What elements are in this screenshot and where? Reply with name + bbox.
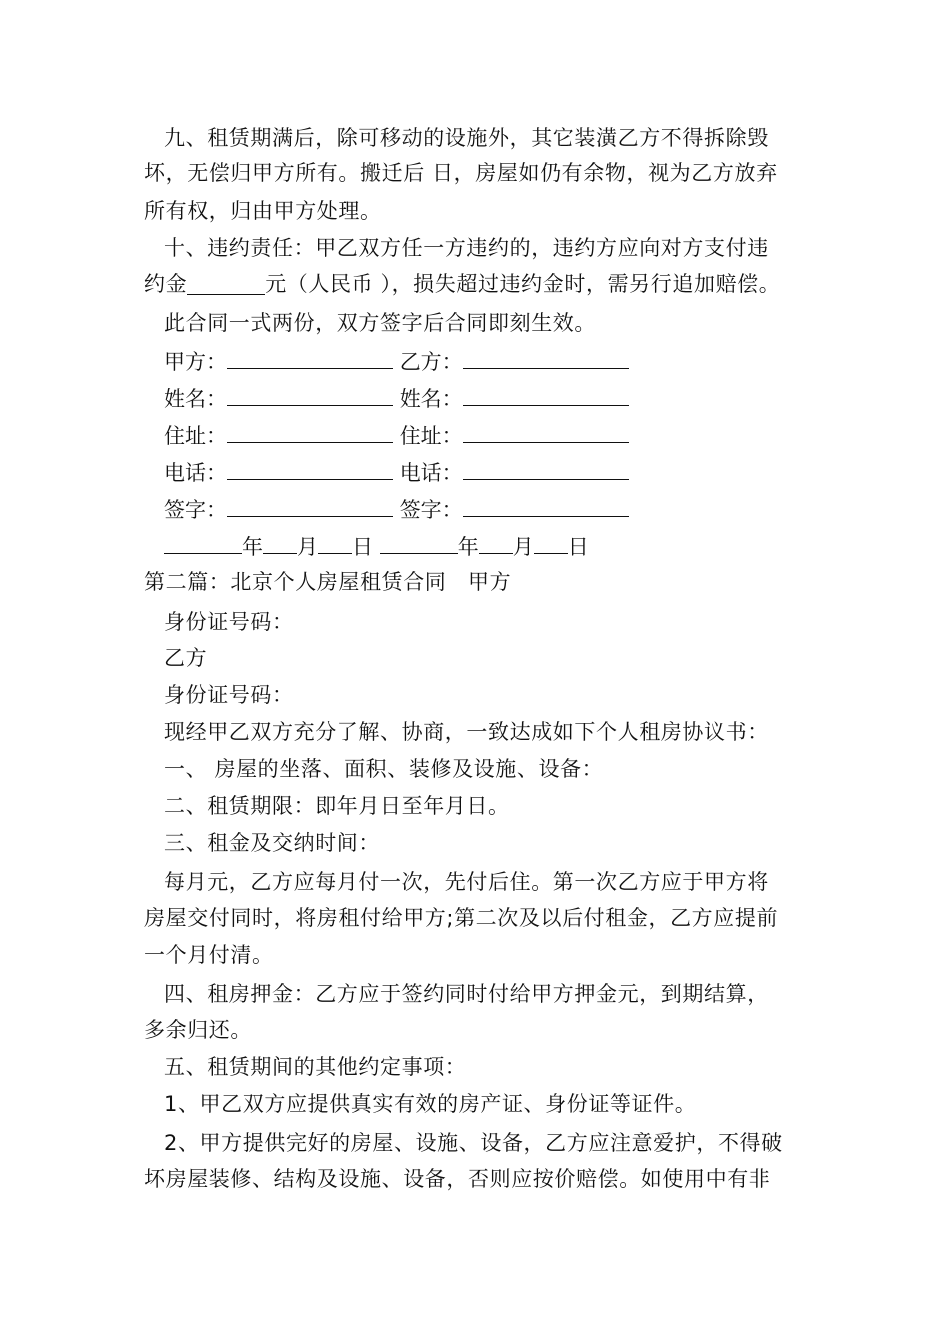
field-blank-right [463, 379, 629, 406]
clause-10-line-2 [144, 266, 780, 302]
year-label-a: 年 [242, 535, 263, 559]
clause-9-line-1: 九、租赁期满后，除可移动的设施外，其它装潢乙方不得拆除毁 [164, 126, 769, 150]
field-label-left: 姓名： [164, 387, 227, 411]
penalty-amount-blank [187, 268, 265, 295]
penalty-label: 约金 [144, 272, 188, 296]
id-number-a: 身份证号码： [164, 610, 294, 634]
section-3: 三、租金及交纳时间： [164, 831, 380, 855]
field-label-right: 电话： [399, 461, 463, 485]
month-label-b: 月 [512, 535, 534, 559]
day-blank-a [318, 527, 352, 554]
signature-row-address [164, 416, 629, 454]
intro-paragraph: 现经甲乙双方充分了解、协商，一致达成如下个人租房协议书： [164, 720, 769, 744]
signature-row-sign [164, 490, 629, 528]
field-label-left: 甲方： [164, 350, 227, 374]
item-2-line-1: 2、甲方提供完好的房屋、设施、设备，乙方应注意爱护，不得破 [164, 1131, 783, 1155]
day-blank-b [534, 527, 568, 554]
penalty-text: 元（人民币 ），损失超过违约金时，需另行追加赔偿。 [265, 272, 781, 296]
field-label-right: 签字： [399, 498, 463, 522]
clause-9-line-2: 坏，无偿归甲方所有。搬迁后 日，房屋如仍有余物，视为乙方放弃 [144, 161, 778, 185]
rent-line-1: 每月元，乙方应每月付一次，先付后住。第一次乙方应于甲方将 [164, 870, 769, 894]
year-blank-b [380, 527, 458, 554]
field-blank-right [463, 453, 629, 480]
party-b-label: 乙方 [164, 646, 208, 670]
day-label-a: 日 [352, 535, 373, 559]
day-label-b: 日 [567, 535, 589, 559]
item-1: 1、甲乙双方应提供真实有效的房产证、身份证等证件。 [164, 1092, 697, 1116]
field-label-right: 姓名： [399, 387, 463, 411]
clause-9-line-3: 所有权，归由甲方处理。 [144, 199, 382, 223]
rent-line-3: 一个月付清。 [144, 943, 274, 967]
field-blank-right [463, 490, 629, 517]
year-label-b: 年 [457, 535, 479, 559]
month-label-a: 月 [297, 535, 318, 559]
field-blank-right [463, 416, 629, 443]
section-5: 五、租赁期间的其他约定事项： [164, 1055, 467, 1079]
field-label-left: 电话： [164, 461, 227, 485]
part2-heading: 第二篇：北京个人房屋租赁合同 甲方 [144, 570, 512, 594]
id-number-b: 身份证号码： [164, 683, 294, 707]
field-label-left: 住址： [164, 424, 227, 448]
field-blank-left [227, 379, 393, 406]
field-label-right: 住址： [399, 424, 463, 448]
month-blank-a [263, 527, 297, 554]
field-blank-right [463, 342, 629, 369]
signature-row-name [164, 379, 629, 417]
field-blank-left [227, 416, 393, 443]
section-2: 二、租赁期限：即年月日至年月日。 [164, 794, 510, 818]
rent-line-2: 房屋交付同时，将房租付给甲方;第二次及以后付租金，乙方应提前 [144, 906, 779, 930]
field-blank-left [227, 453, 393, 480]
field-label-right: 乙方： [399, 350, 463, 374]
clause-10-line-1: 十、违约责任：甲乙双方任一方违约的，违约方应向对方支付违 [164, 236, 769, 260]
item-2-line-2: 坏房屋装修、结构及设施、设备，否则应按价赔偿。如使用中有非 [144, 1167, 771, 1191]
field-blank-left [227, 342, 393, 369]
signature-row-party [164, 342, 629, 380]
section-1: 一、 房屋的坐落、面积、装修及设施、设备： [164, 757, 604, 781]
section-4-line-1: 四、租房押金：乙方应于签约同时付给甲方押金元，到期结算， [164, 982, 769, 1006]
section-4-line-2: 多余归还。 [144, 1018, 252, 1042]
month-blank-b [479, 527, 513, 554]
copies-clause: 此合同一式两份，双方签字后合同即刻生效。 [164, 311, 596, 335]
signature-row-phone [164, 453, 629, 491]
date-line [164, 527, 589, 565]
year-blank-a [164, 527, 242, 554]
field-blank-left [227, 490, 393, 517]
field-label-left: 签字： [164, 498, 227, 522]
